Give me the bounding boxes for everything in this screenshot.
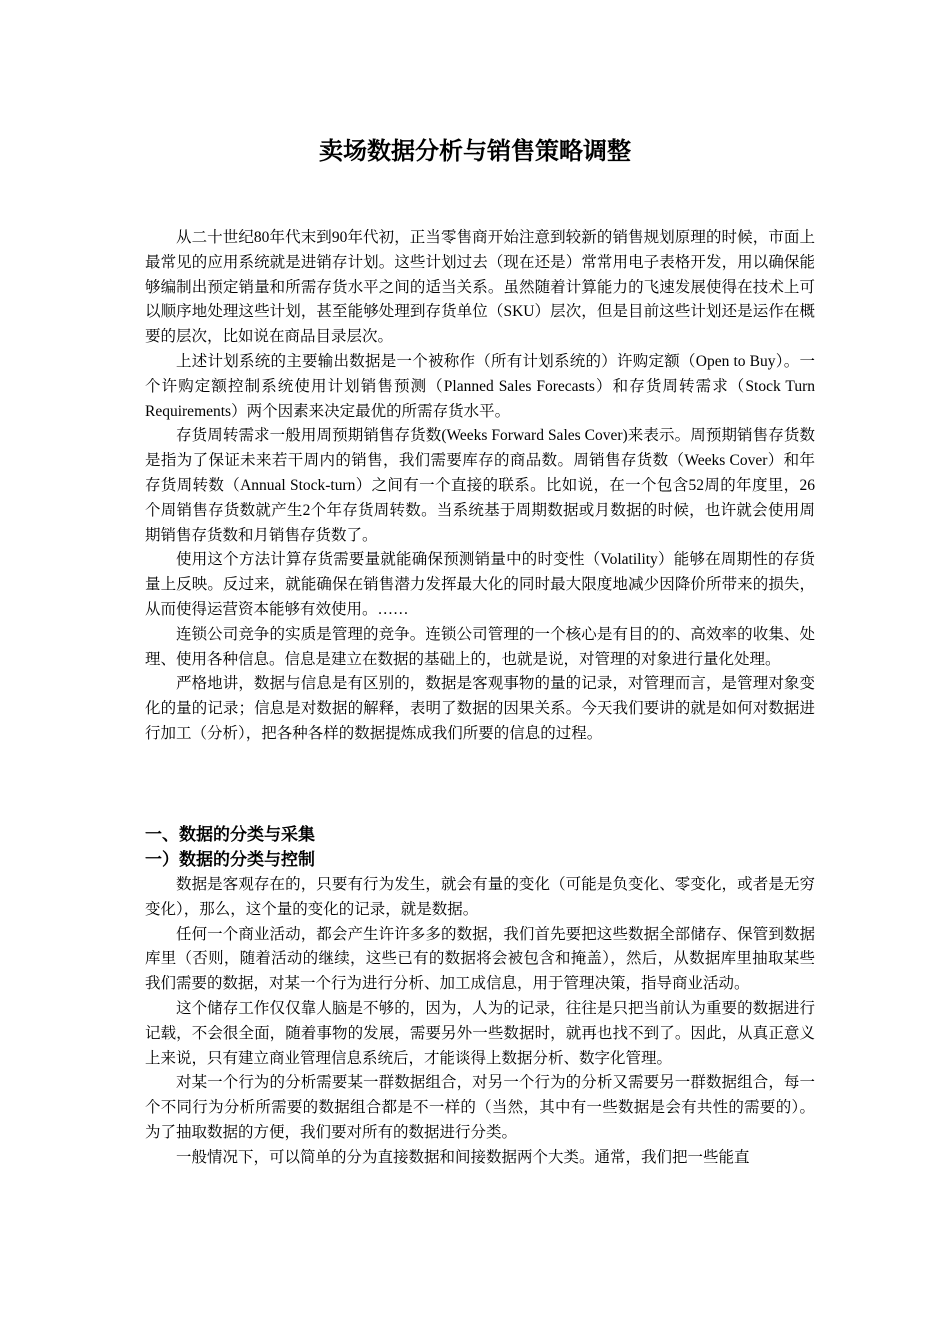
paragraph: 连锁公司竞争的实质是管理的竞争。连锁公司管理的一个核心是有目的的、高效率的收集、处理、使用各种信息。信息是建立在数据的基础上的，也就是说，对管理的对象进行量化处理。	[145, 625, 815, 668]
section-heading: 一、数据的分类与采集	[145, 825, 315, 845]
paragraph: 严格地讲，数据与信息是有区别的，数据是客观事物的量的记录，对管理而言，是管理对象变化的量的记录；信息是对数据的解释，表明了数据的因果关系。今天我们要讲的就是如何对数据进行加工（分析），把各种各样的数据提炼成我们所要的信息的过程。	[145, 675, 815, 742]
paragraph: 存货周转需求一般用周预期销售存货数(Weeks Forward Sales Cover)来表示。周预期销售存货数是指为了保证未来若干周内的销售，我们需要库存的商品数。周销售存货数（Weeks Cover）和年存货周转数（Annual Stock-turn）之间有一个直接的联系。比如说，在一个包含52周的年度里，26个周销售存货数就产生2个年存货周转数。当系统基于周期数据或月数据的时候，也许就会使用周期销售存货数和月销售存货数了。	[145, 427, 815, 544]
paragraph: 使用这个方法计算存货需要量就能确保预测销量中的时变性（Volatility）能够在周期性的存货量上反映。反过来，就能确保在销售潜力发挥最大化的同时最大限度地减少因降价所带来的损失，从而使得运营资本能够有效使用。……	[145, 551, 815, 618]
paragraph: 从二十世纪80年代末到90年代初，正当零售商开始注意到较新的销售规划原理的时候，市面上最常见的应用系统就是进销存计划。这些计划过去（现在还是）常常用电子表格开发，用以确保能够编制出预定销量和所需存货水平之间的适当关系。虽然随着计算能力的飞速发展使得在技术上可以顺序地处理这些计划，甚至能够处理到存货单位（SKU）层次，但是目前这些计划还是运作在概要的层次，比如说在商品目录层次。	[145, 229, 815, 346]
intro-body	[145, 226, 815, 747]
document-title: 卖场数据分析与销售策略调整	[319, 136, 631, 165]
paragraph: 任何一个商业活动，都会产生许许多多的数据，我们首先要把这些数据全部储存、保管到数据库里（否则，随着活动的继续，这些已有的数据将会被包含和掩盖），然后，从数据库里抽取某些我们需要的数据，对某一个行为进行分析、加工成信息，用于管理决策，指导商业活动。	[145, 925, 815, 993]
subsection-heading: 一）数据的分类与控制	[145, 850, 315, 870]
paragraph: 这个储存工作仅仅靠人脑是不够的，因为，人为的记录，往往是只把当前认为重要的数据进行记载，不会很全面，随着事物的发展，需要另外一些数据时，就再也找不到了。因此，从真正意义上来说，只有建立商业管理信息系统后，才能谈得上数据分析、数字化管理。	[145, 999, 815, 1067]
paragraph: 上述计划系统的主要输出数据是一个被称作（所有计划系统的）许购定额（Open to Buy）。一个许购定额控制系统使用计划销售预测（Planned Sales Forecasts）和存货周转需求（Stock Turn Requirements）两个因素来决定最优的所需存货水平。	[145, 352, 815, 420]
paragraph: 一般情况下，可以简单的分为直接数据和间接数据两个大类。通常，我们把一些能直	[176, 1148, 750, 1166]
paragraph: 对某一个行为的分析需要某一群数据组合，对另一个行为的分析又需要另一群数据组合，每一个不同行为分析所需要的数据组合都是不一样的（当然，其中有一些数据是会有共性的需要的）。为了抽取数据的方便，我们要对所有的数据进行分类。	[145, 1074, 815, 1141]
paragraph: 数据是客观存在的，只要有行为发生，就会有量的变化（可能是负变化、零变化，或者是无穷变化），那么，这个量的变化的记录，就是数据。	[145, 876, 815, 918]
section-body	[145, 823, 815, 1171]
